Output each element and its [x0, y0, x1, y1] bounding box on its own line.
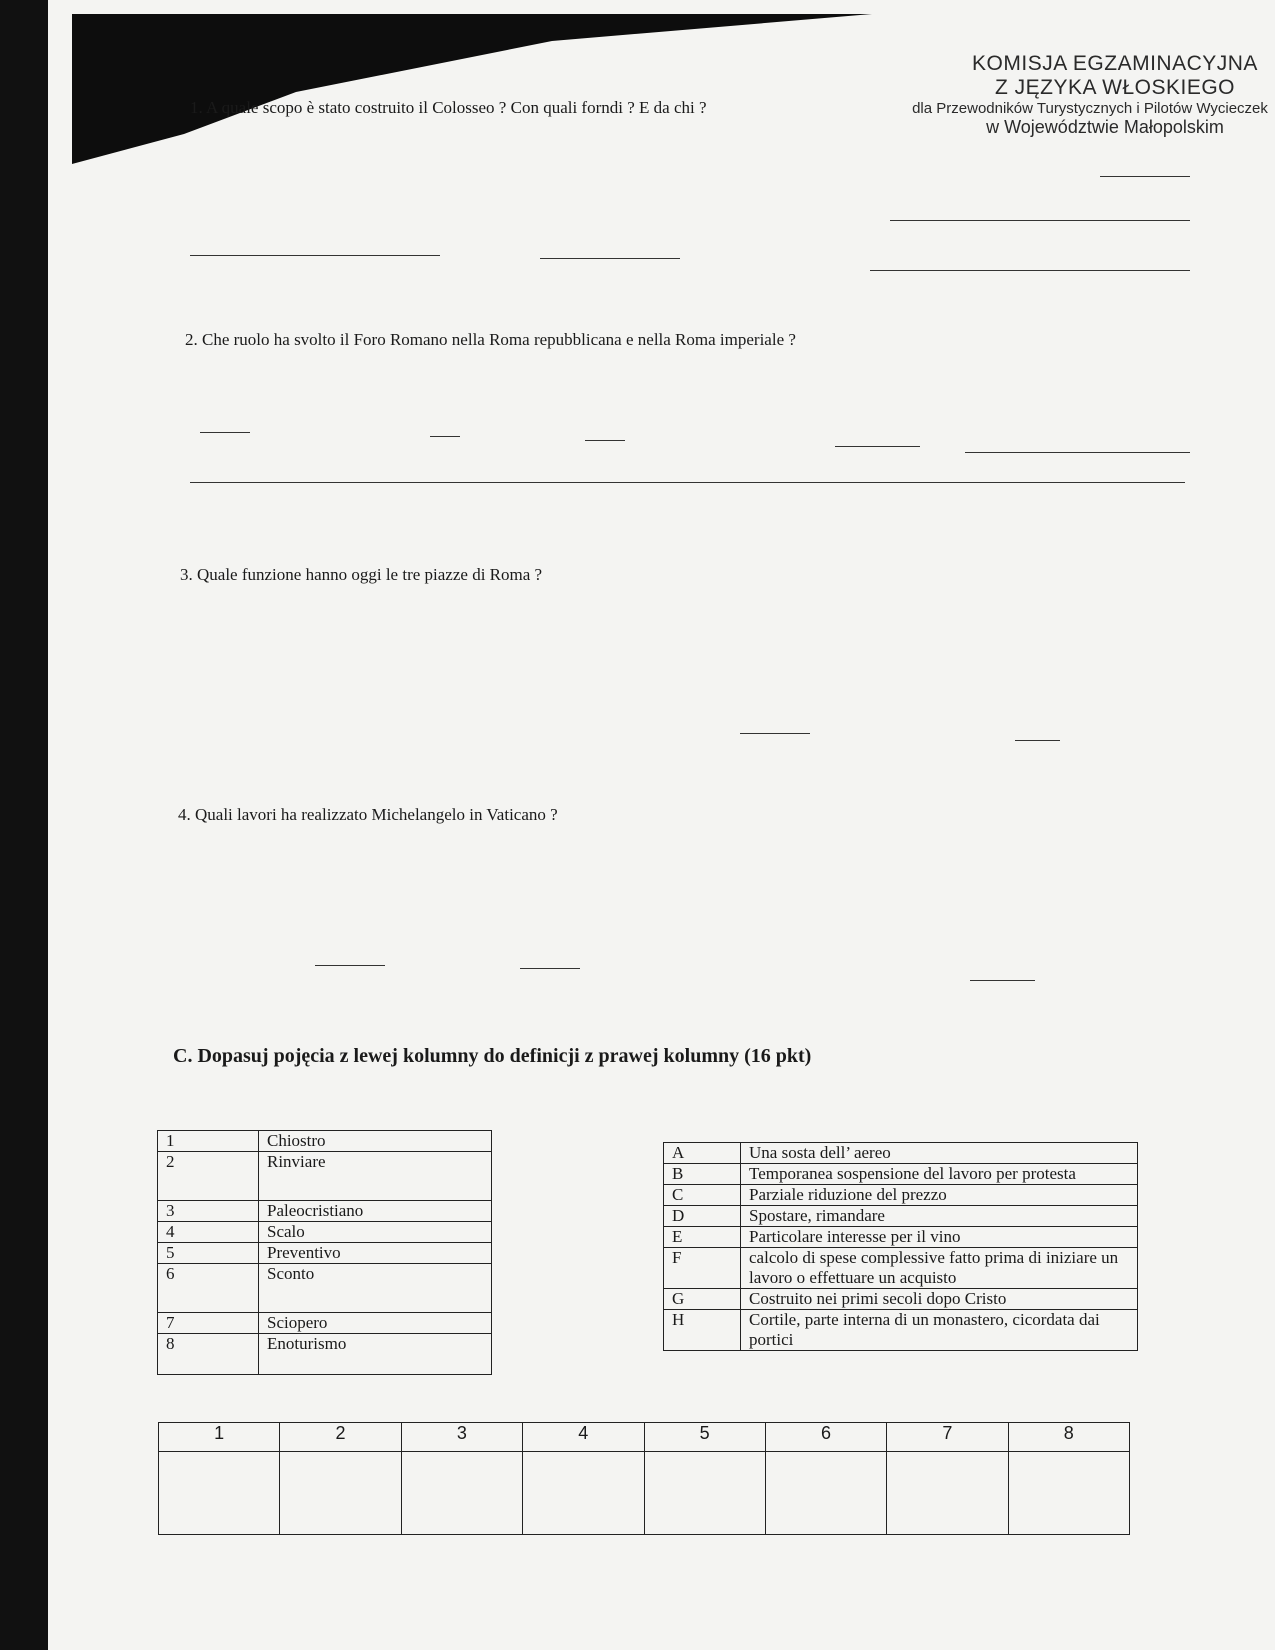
- answer-header: 4: [523, 1423, 644, 1452]
- answer-line: [585, 440, 625, 441]
- table-row: [158, 1201, 492, 1222]
- table-row: [664, 1248, 1138, 1289]
- term-number: 2: [158, 1152, 259, 1201]
- definition-letter: F: [664, 1248, 741, 1289]
- definition-cell: Costruito nei primi secoli dopo Cristo: [741, 1289, 1138, 1310]
- term-number: 5: [158, 1243, 259, 1264]
- term-cell: Paleocristiano: [259, 1201, 492, 1222]
- definition-cell: Cortile, parte interna di un monastero, cicordata dai portici: [741, 1310, 1138, 1351]
- question-2: 2. Che ruolo ha svolto il Foro Romano nella Roma repubblicana e nella Roma imperiale ?: [185, 330, 796, 349]
- answer-cell-3[interactable]: [401, 1452, 522, 1535]
- stamp-line-4: w Województwie Małopolskim: [986, 117, 1224, 137]
- answer-line: [190, 255, 440, 256]
- answer-cell-6[interactable]: [765, 1452, 886, 1535]
- table-row: [158, 1152, 492, 1201]
- term-cell: Rinviare: [259, 1152, 492, 1201]
- answer-line: [1015, 740, 1060, 741]
- question-3: 3. Quale funzione hanno oggi le tre piazze di Roma ?: [180, 565, 543, 584]
- definition-letter: H: [664, 1310, 741, 1351]
- definition-cell: Una sosta dell’ aereo: [741, 1143, 1138, 1164]
- answer-cell-5[interactable]: [644, 1452, 765, 1535]
- answer-line: [540, 258, 680, 259]
- table-row: [664, 1310, 1138, 1351]
- answer-grid: [158, 1422, 1130, 1535]
- answer-line: [740, 733, 810, 734]
- term-number: 7: [158, 1313, 259, 1334]
- table-row: [664, 1143, 1138, 1164]
- table-row: [664, 1185, 1138, 1206]
- answer-header: 7: [887, 1423, 1008, 1452]
- answer-header: 1: [159, 1423, 280, 1452]
- question-1: 1. A quale scopo è stato costruito il Colosseo ? Con quali forndi ? E da chi ?: [190, 98, 707, 117]
- definition-letter: A: [664, 1143, 741, 1164]
- scan-edge: [0, 0, 48, 1650]
- term-number: 4: [158, 1222, 259, 1243]
- answer-cell-2[interactable]: [280, 1452, 401, 1535]
- term-cell: Preventivo: [259, 1243, 492, 1264]
- answer-header: 2: [280, 1423, 401, 1452]
- stamp-line-3: dla Przewodników Turystycznych i Pilotów Wycieczek: [912, 100, 1268, 117]
- answer-line: [890, 220, 1190, 221]
- definition-cell: Parziale riduzione del prezzo: [741, 1185, 1138, 1206]
- commission-stamp: [912, 52, 1270, 138]
- table-row: [664, 1289, 1138, 1310]
- torn-paper-shadow: [72, 14, 872, 164]
- answer-line: [970, 980, 1035, 981]
- answer-line: [965, 452, 1190, 453]
- table-row: [664, 1206, 1138, 1227]
- question-4: 4. Quali lavori ha realizzato Michelangelo in Vaticano ?: [178, 805, 558, 824]
- answer-line: [430, 436, 460, 437]
- table-row: [158, 1243, 492, 1264]
- answer-input-row: [159, 1452, 1130, 1535]
- answer-header: 5: [644, 1423, 765, 1452]
- answer-line: [1100, 176, 1190, 177]
- table-row: [664, 1227, 1138, 1248]
- definition-letter: E: [664, 1227, 741, 1248]
- answer-line: [315, 965, 385, 966]
- definition-cell: calcolo di spese complessive fatto prima di iniziare un lavoro o effettuare un acquisto: [741, 1248, 1138, 1289]
- term-number: 6: [158, 1264, 259, 1313]
- term-number: 3: [158, 1201, 259, 1222]
- answer-cell-4[interactable]: [523, 1452, 644, 1535]
- term-cell: Sciopero: [259, 1313, 492, 1334]
- term-cell: Sconto: [259, 1264, 492, 1313]
- table-row: [158, 1131, 492, 1152]
- answer-line: [190, 482, 1185, 483]
- answer-cell-8[interactable]: [1008, 1452, 1129, 1535]
- stamp-line-2: Z JĘZYKA WŁOSKIEGO: [994, 76, 1236, 99]
- answer-cell-7[interactable]: [887, 1452, 1008, 1535]
- terms-table: [157, 1130, 492, 1375]
- definition-letter: D: [664, 1206, 741, 1227]
- definition-cell: Particolare interesse per il vino: [741, 1227, 1138, 1248]
- answer-line: [870, 270, 1190, 271]
- term-number: 8: [158, 1334, 259, 1375]
- answer-line: [520, 968, 580, 969]
- stamp-line-1: KOMISJA EGZAMINACYJNA: [972, 52, 1258, 75]
- definition-cell: Spostare, rimandare: [741, 1206, 1138, 1227]
- answer-header: 3: [401, 1423, 522, 1452]
- definition-letter: B: [664, 1164, 741, 1185]
- answer-header: 8: [1008, 1423, 1129, 1452]
- definition-cell: Temporanea sospensione del lavoro per protesta: [741, 1164, 1138, 1185]
- term-cell: Enoturismo: [259, 1334, 492, 1375]
- answer-header-row: [159, 1423, 1130, 1452]
- table-row: [158, 1222, 492, 1243]
- answer-header: 6: [765, 1423, 886, 1452]
- definition-letter: C: [664, 1185, 741, 1206]
- term-cell: Chiostro: [259, 1131, 492, 1152]
- definitions-table: [663, 1142, 1138, 1351]
- answer-line: [835, 446, 920, 447]
- table-row: [158, 1313, 492, 1334]
- answer-cell-1[interactable]: [159, 1452, 280, 1535]
- term-cell: Scalo: [259, 1222, 492, 1243]
- term-number: 1: [158, 1131, 259, 1152]
- table-row: [158, 1334, 492, 1375]
- table-row: [664, 1164, 1138, 1185]
- table-row: [158, 1264, 492, 1313]
- definition-letter: G: [664, 1289, 741, 1310]
- section-c-heading: C. Dopasuj pojęcia z lewej kolumny do definicji z prawej kolumny (16 pkt): [173, 1045, 812, 1067]
- answer-line: [200, 432, 250, 433]
